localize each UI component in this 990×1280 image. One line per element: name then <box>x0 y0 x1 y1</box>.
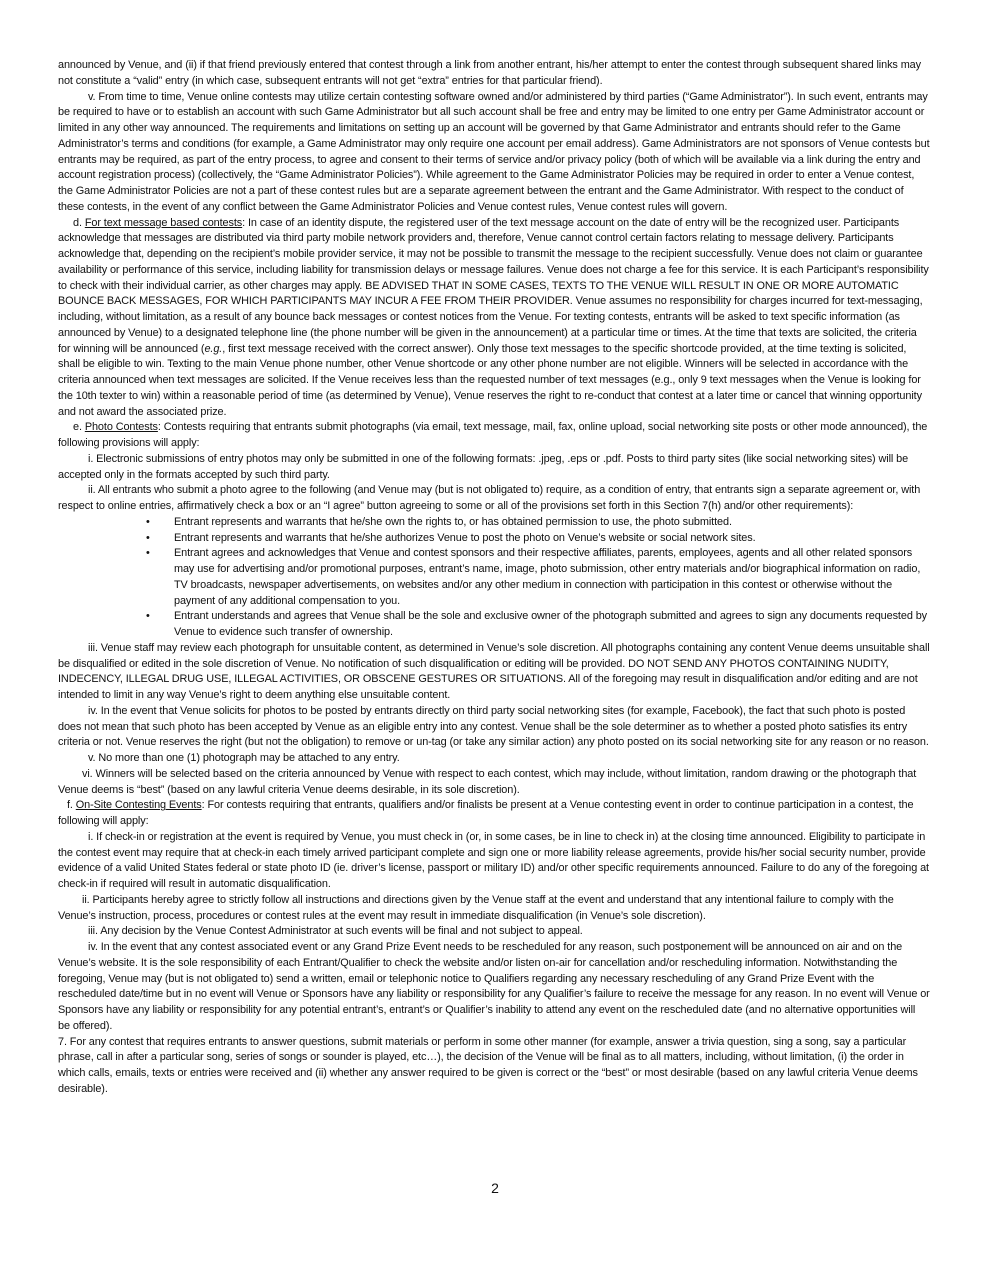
list-item <box>58 609 930 641</box>
section-e-prefix: e. <box>73 421 85 434</box>
section-e-item-v: v. No more than one (1) photograph may be attached to any entry. <box>88 752 400 764</box>
section-7-paragraph: 7. For any contest that requires entrants to answer questions, submit materials or perform in some other manner (for example, answer a trivia question, sing a song, say a particular phrase, call in after a particular song, series of songs or sounder is played, etc…), the decision of the Venue will be final as to all matters, including, without limitation, (i) the order in which calls, emails, texts or entries were received and (ii) whether any answer required to be given is correct or the “best” or most desirable (based on any lawful criteria Venue deems desirable). <box>58 1035 918 1095</box>
bullet-glyph: • <box>146 531 150 544</box>
section-e-item-i: i. Electronic submissions of entry photos may only be submitted in one of the following formats: .jpeg, .eps or .pdf. Posts to third party sites (like social networking sites) will be accepted only in the formats accepted by such third party. <box>58 452 909 481</box>
bullet-text: Entrant represents and warrants that he/she authorizes Venue to post the photo on Venue’s website or social network sites. <box>174 531 756 544</box>
bullet-text: Entrant understands and agrees that Venue shall be the sole and exclusive owner of the photograph submitted and agrees to sign any documents requested by Venue to evidence such transfer of ownership. <box>174 610 928 638</box>
section-f-on-site-events <box>58 798 930 830</box>
bullet-text: Entrant represents and warrants that he/she own the rights to, or has obtained permission to use, the photo submitted. <box>174 515 732 528</box>
section-d-prefix: d. <box>73 216 85 229</box>
section-e-heading: Photo Contests <box>84 421 158 434</box>
list-item <box>58 515 930 531</box>
section-e-photo-contests <box>58 420 930 452</box>
paragraph-game-administrator: v. From time to time, Venue online contests may utilize certain contesting software owned and/or administered by third parties (“Game Administrator”). In such event, entrants may be required to have or to establish an account with such Game Administrator but all such account shall be free and entry may be limited to one entry per Game Administrator account or limited in any other way announced. The requirements and limitations on setting up an account will be governed by that Game Administrator and entrants should refer to the Game Administrator’s terms and conditions (for example, a Game Administrator may only require one account per email address). Game Administrators are not sponsors of Venue contests but entrants may be required, as part of the entry process, to agree and consent to their terms of service and/or privacy policy (both of which will be available via a link during the entry and account registration process) (collectively, the “Game Administrator Policies”). While agreement to the Game Administrator Policies may be required in order to enter a Venue contest, the Game Administrator Policies are not a part of these contest rules but are a separate agreement between the entrant and the Game Administrator. With respect to the conduct of these contests, in the event of any conflict between the Game Administrator Policies and Venue contest rules, Venue contest rules will govern. <box>58 90 930 213</box>
section-d-heading: For text message based contests <box>84 216 243 229</box>
page-number: 2 <box>491 1180 499 1196</box>
bullet-glyph: • <box>146 515 150 528</box>
section-e-item-vi: vi. Winners will be selected based on the criteria announced by Venue with respect to each contest, which may include, without limitation, random drawing or the photograph that Venue deems is “best” (based on any lawful criteria Venue deems desirable, in its sole discretion). <box>58 767 917 796</box>
section-d-text-message-contests <box>58 216 930 421</box>
list-item <box>58 531 930 547</box>
list-item <box>58 546 930 609</box>
photo-agreement-bullets <box>58 515 930 641</box>
section-e-item-ii: ii. All entrants who submit a photo agree to the following (and Venue may (but is not obligated to) require, as a condition of entry, that entrants sign a separate agreement or, with respect to online entries, affirmatively check a box or an “I agree” button agreeing to some or all of the provisions set forth in this Section 7(h) and/or other requirements): <box>58 484 921 512</box>
section-e-item-iv: iv. In the event that Venue solicits for photos to be posted by entrants directly on third party social networking sites (for example, Facebook), the fact that such photo is posted does not mean that such photo has been accepted by Venue as an eligible entry into any contest. Venue shall be the sole determiner as to whether a posted photo satisfies its entry criteria or not. Venue reserves the right (but not the obligation) to remove or un-tag (or take any similar action) any photo posted on its social networking site for any reason or no reason. <box>58 704 929 749</box>
section-d-body-cont: , first text message received with the correct answer). Only those text messages to the specific shortcode provided, at the time texting is solicited, shall be eligible to win. Texting to the main Venue phone number, other Venue shortcode or any other phone number are not eligible. Winners will be selected in accordance with the criteria announced when text messages are solicited. If the Venue receives less than the requested number of text messages (e.g., only 9 text messages when the Venue is looking for the 10th texter to win) within a reasonable period of time (as determined by Venue), Venue reserves the right to re-conduct that contest at a later time or cancel that winning opportunity and not award the associated prize. <box>58 342 922 418</box>
section-f-item-ii: ii. Participants hereby agree to strictly follow all instructions and directions given by the Venue staff at the event and understand that any intentional failure to comply with the Venue’s instruction, process, procedures or contest rules at the event may result in immediate disqualification (in Venue’s sole discretion). <box>58 893 894 922</box>
section-f-body: : For contests requiring that entrants, qualifiers and/or finalists be present at a Venue contesting event in order to continue participation in a contest, the following will apply: <box>58 799 914 827</box>
section-f-prefix: f. <box>67 799 76 812</box>
section-e-item-iii: iii. Venue staff may review each photograph for unsuitable content, as determined in Venue’s sole discretion. All photographs containing any content Venue deems unsuitable shall be disqualified or edited in the sole discretion of Venue. No notification of such disqualification or editing will be provided. DO NOT SEND ANY PHOTOS CONTAINING NUDITY, INDECENCY, ILLEGAL DRUG USE, ILLEGAL ACTIVITIES, OR OBSCENE GESTURES OR SITUATIONS. All of the foregoing may result in disqualification and/or editing and are not intended to limit in any way Venue’s right to deem anything else unsuitable content. <box>58 641 930 701</box>
section-f-item-iii: iii. Any decision by the Venue Contest Administrator at such events will be final and not subject to appeal. <box>88 925 583 938</box>
bullet-glyph: • <box>146 547 150 560</box>
bullet-glyph: • <box>146 610 150 623</box>
paragraph-friend-entries: announced by Venue, and (ii) if that friend previously entered that contest through a link from another entrant, his/her attempt to enter the contest through subsequent shared links may not constitute a “valid” entry (in which case, subsequent entrants will not get “extra” entries for that particular friend). <box>58 59 921 87</box>
section-d-body: : In case of an identity dispute, the registered user of the text message account on the date of entry will be the recognized user. Participants acknowledge that messages are distributed via third party mobile network providers and, therefore, Venue cannot control certain factors relating to message delivery. Participants acknowledge that, depending on the recipient’s mobile provider service, it may not be possible to transmit the message to the recipient successfully. Venue does not claim or guarantee availability or performance of this service, including liability for transmission delays or message failures. Venue does not charge a fee for this service. It is each Participant’s responsibility to check with their individual carrier, as other charges may apply. BE ADVISED THAT IN SOME CASES, TEXTS TO THE VENUE WILL RESULT IN ONE OR MORE AUTOMATIC BOUNCE BACK MESSAGES, FOR WHICH PARTICIPANTS MAY INCUR A FEE FROM THEIR PROVIDER. Venue assumes no responsibility for charges incurred for text-messaging, including, without limitation, as a result of any bounce back messages or contest notices from the Venue. For texting contests, entrants will be asked to text specific information (as announced by Venue) to a designated telephone line (the phone number will be given in the announcement) at a particular time or times. At the time that texts are solicited, the criteria for winning will be announced ( <box>58 216 929 355</box>
section-f-item-i: i. If check-in or registration at the event is required by Venue, you must check in (or, in some cases, be in line to check in) at the closing time announced. Eligibility to participate in the contest event may require that at check-in each timely arrived participant complete and sign one or more liability release agreements, provide his/her social security number, provide evidence of a valid United States federal or state photo ID (ie. driver’s license, passport or military ID) and/or other specific requirements announced. Failure to do any of the foregoing at check-in if required will result in automatic disqualification. <box>58 830 929 890</box>
section-d-eg: e.g. <box>204 342 223 355</box>
section-f-heading: On-Site Contesting Events <box>75 799 202 812</box>
section-e-body: : Contests requiring that entrants submit photographs (via email, text message, mail, fax, online upload, social networking site posts or other mode announced), the following provisions will apply: <box>58 421 928 449</box>
bullet-text: Entrant agrees and acknowledges that Venue and contest sponsors and their respective affiliates, parents, employees, agents and all other related sponsors may use for advertising and/or promotional purposes, entrant’s name, image, photo submission, other entry materials and/or biographical information on radio, TV broadcasts, newspaper advertisements, on websites and/or any other medium in connection with participation in this contest or otherwise without the payment of any additional compensation to you. <box>174 547 921 607</box>
section-f-item-iv: iv. In the event that any contest associated event or any Grand Prize Event needs to be rescheduled for any reason, such postponement will be announced on air and on the Venue’s website. It is the sole responsibility of each Entrant/Qualifier to check the website and/or listen on-air for cancellation and/or rescheduling information. Notwithstanding the foregoing, Venue may (but is not obligated to) send a written, email or telephonic notice to Qualifiers regarding any necessary rescheduling of any Grand Prize Event with the rescheduled date/time but in no event will Venue or Sponsors have any liability or responsibility for any Qualifier’s failure to receive the message for any reason. In no event will Venue or Sponsors have any liability or responsibility for any potential entrant’s, entrant’s or Qualifier’s inability to attend any event on the rescheduled date (and no alternative opportunities will be offered). <box>58 941 930 1032</box>
